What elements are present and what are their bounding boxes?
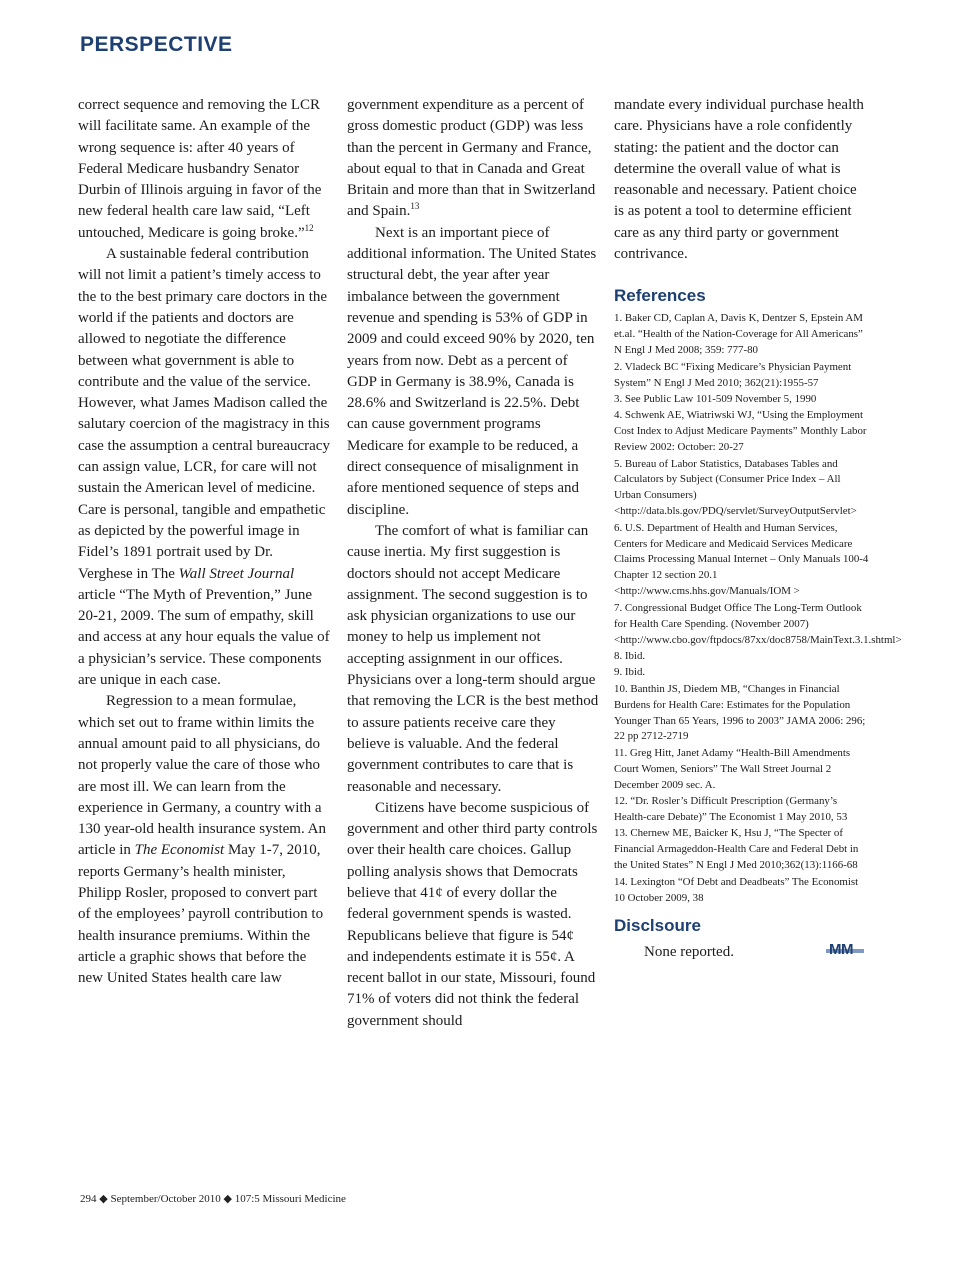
footer-separator: ◆	[99, 1193, 108, 1205]
page-footer	[80, 1192, 346, 1205]
reference-item: 8. Ibid.	[614, 649, 646, 662]
body-paragraph: Citizens have become suspicious of government and other third party controls over their health care choices. Gallup polling analysis shows that Democrats believe that 41¢ of every dollar the federal government spends is wasted. Republicans believe that figure is 54¢ and independents estimate it is 55¢. A recent ballot in our state, Missouri, found 71% of voters did not think the federal government should	[347, 799, 598, 1029]
reference-item: 10. Banthin JS, Diedem MB, “Changes in Financial Burdens for Health Care: Estimates for the Population Younger Than 65 Years, 1996 to 2003” JAMA 2006: 296; 22 pp 2712-2719	[614, 682, 866, 743]
logo-letters: MM	[829, 941, 853, 959]
reference-item: 1. Baker CD, Caplan A, Davis K, Dentzer S, Epstein AM et.al. “Health of the Nation-Coverage for All Americans” N Engl J Med 2008; 359: 777-80	[614, 312, 863, 357]
column-2	[347, 95, 599, 1032]
issue-date: September/October 2010	[110, 1193, 221, 1205]
mm-end-logo	[826, 943, 864, 959]
reference-item: 4. Schwenk AE, Wiatriwski WJ, “Using the Employment Cost Index to Adjust Medicare Payments” Monthly Labor Review 2002: October: 20-27	[614, 409, 867, 454]
references-list	[614, 311, 902, 906]
references-heading: References	[614, 286, 706, 306]
body-paragraph: The comfort of what is familiar can cause inertia. My first suggestion is doctors should not accept Medicare assignment. The second suggestion is to ask physician organizations to use our money to help us implement not accepting assignment in our offices. Physicians over a long-term should argue that removing the LCR is the best method to assure patients receive care they believe is valuable. And the federal government contributes to care that is reasonable and necessary.	[347, 522, 599, 795]
body-paragraph	[78, 244, 330, 691]
reference-item: 5. Bureau of Labor Statistics, Databases Tables and Calculators by Subject (Consumer Price Index – All Urban Consumers) <http://data.bls.gov/PDQ/servlet/SurveyOutputServlet>	[614, 457, 857, 518]
reference-item: 9. Ibid.	[614, 666, 646, 679]
body-paragraph	[78, 691, 330, 989]
disclosure-heading: Disclsoure	[614, 916, 701, 936]
column-1	[78, 95, 330, 989]
publication-title: Wall Street Journal	[178, 565, 295, 582]
reference-item: 7. Congressional Budget Office The Long-Term Outlook for Health Care Spending. (November 2007) <http://www.cbo.gov/ftpdocs/87xx/doc8758/MainText.3.1.shtml>	[614, 601, 902, 646]
paragraph-text: Regression to a mean formulae, which set out to frame within limits the annual amount paid to all physicians, do not properly value the care of those who are most ill. We can learn from the experience in Germany, a country with a 130 year-old health insurance system. An article in	[78, 693, 326, 859]
footer-separator: ◆	[223, 1193, 232, 1205]
paragraph-text: correct sequence and removing the LCR will facilitate same. An example of the wrong sequence is: after 40 years of Federal Medicare husbandry Senator Durbin of Illinois arguing in favor of the new federal health care law said, “Left untouched, Medicare is going broke.”	[78, 97, 322, 241]
column-3	[614, 95, 902, 964]
publication-title: The Economist	[134, 842, 225, 859]
page-number: 294	[80, 1193, 97, 1205]
body-paragraph	[78, 95, 330, 244]
body-paragraph: mandate every individual purchase health care. Physicians have a role confidently stating: the patient and the doctor can determine the overall value of what is reasonable and necessary. Patient choice is as potent a tool to determine efficient care as any third party or government contrivance.	[614, 97, 864, 263]
paragraph-text: article “The Myth of Prevention,” June 20-21, 2009. The sum of empathy, skill and access at any hour equals the value of a physician’s service. These components are unique in each case.	[78, 586, 330, 689]
body-paragraph	[347, 95, 599, 223]
disclosure-text: None reported.	[644, 944, 734, 961]
reference-item: 3. See Public Law 101-509 November 5, 1990	[614, 392, 817, 405]
reference-item: 2. Vladeck BC “Fixing Medicare’s Physician Payment System” N Engl J Med 2010; 362(21):1955-57	[614, 360, 852, 389]
reference-item: 12. “Dr. Rosler’s Difficult Prescription (Germany’s Health-care Debate)” The Economist 1 May 2010, 53	[614, 795, 848, 823]
section-label: PERSPECTIVE	[80, 33, 233, 56]
paragraph-text: A sustainable federal contribution will not limit a patient’s timely access to the to the best primary care doctors in the world if the patients and doctors are allowed to negotiate the difference between what government is able to contribute and the value of the service. However, what James Madison called the salutary coercion of the magistracy in this case the assumption a central bureaucracy can assign value, LCR, for care will not sustain the American level of medicine. Care is personal, tangible and empathetic as depicted by the powerful image in Fidel’s 1891 portrait used by Dr. Verghese in The	[78, 246, 330, 582]
paragraph-text: May 1-7, 2010, reports Germany’s health minister, Philipp Rosler, proposed to convert part of the employees’ payroll contribution to health insurance premiums. Within the article a graphic shows that before the new United States health care law	[78, 842, 324, 987]
journal-volume: 107:5 Missouri Medicine	[234, 1193, 346, 1205]
citation-superscript: 13	[410, 201, 420, 212]
reference-item: 11. Greg Hitt, Janet Adamy “Health-Bill Amendments Court Women, Seniors” The Wall Street Journal 2 December 2009 sec. A.	[614, 746, 851, 791]
reference-item: 14. Lexington “Of Debt and Deadbeats” The Economist 10 October 2009, 38	[614, 875, 859, 904]
reference-item: 13. Chernew ME, Baicker K, Hsu J, “The Specter of Financial Armageddon-Health Care and Federal Debt in the United States” N Engl J Med 2010;362(13):1166-68	[614, 827, 859, 872]
disclosure-row	[614, 942, 870, 964]
paragraph-text: government expenditure as a percent of gross domestic product (GDP) was less than the percent in Germany and France, about equal to that in Canada and Great Britain and more than that in Switzerland and Spain.	[347, 97, 596, 220]
body-paragraph: Next is an important piece of additional information. The United States structural debt, the year after year imbalance between the government revenue and spending is 53% of GDP in 2009 and could exceed 90% by 2020, ten years from now. Debt as a percent of GDP in Germany is 38.9%, Canada is 28.6% and Switzerland is 22.5%. Debt can cause government programs Medicare for example to be reduced, a direct consequence of misalignment in afore mentioned sequence of steps and discipline.	[347, 224, 597, 518]
reference-item: 6. U.S. Department of Health and Human Services, Centers for Medicare and Medicaid Services Medicare Claims Processing Manual Internet – Only Manuals 100-4 Chapter 12 section 20.1 <http://www.cms.hhs.gov/Manuals/IOM >	[614, 521, 869, 598]
citation-superscript: 12	[304, 222, 314, 233]
